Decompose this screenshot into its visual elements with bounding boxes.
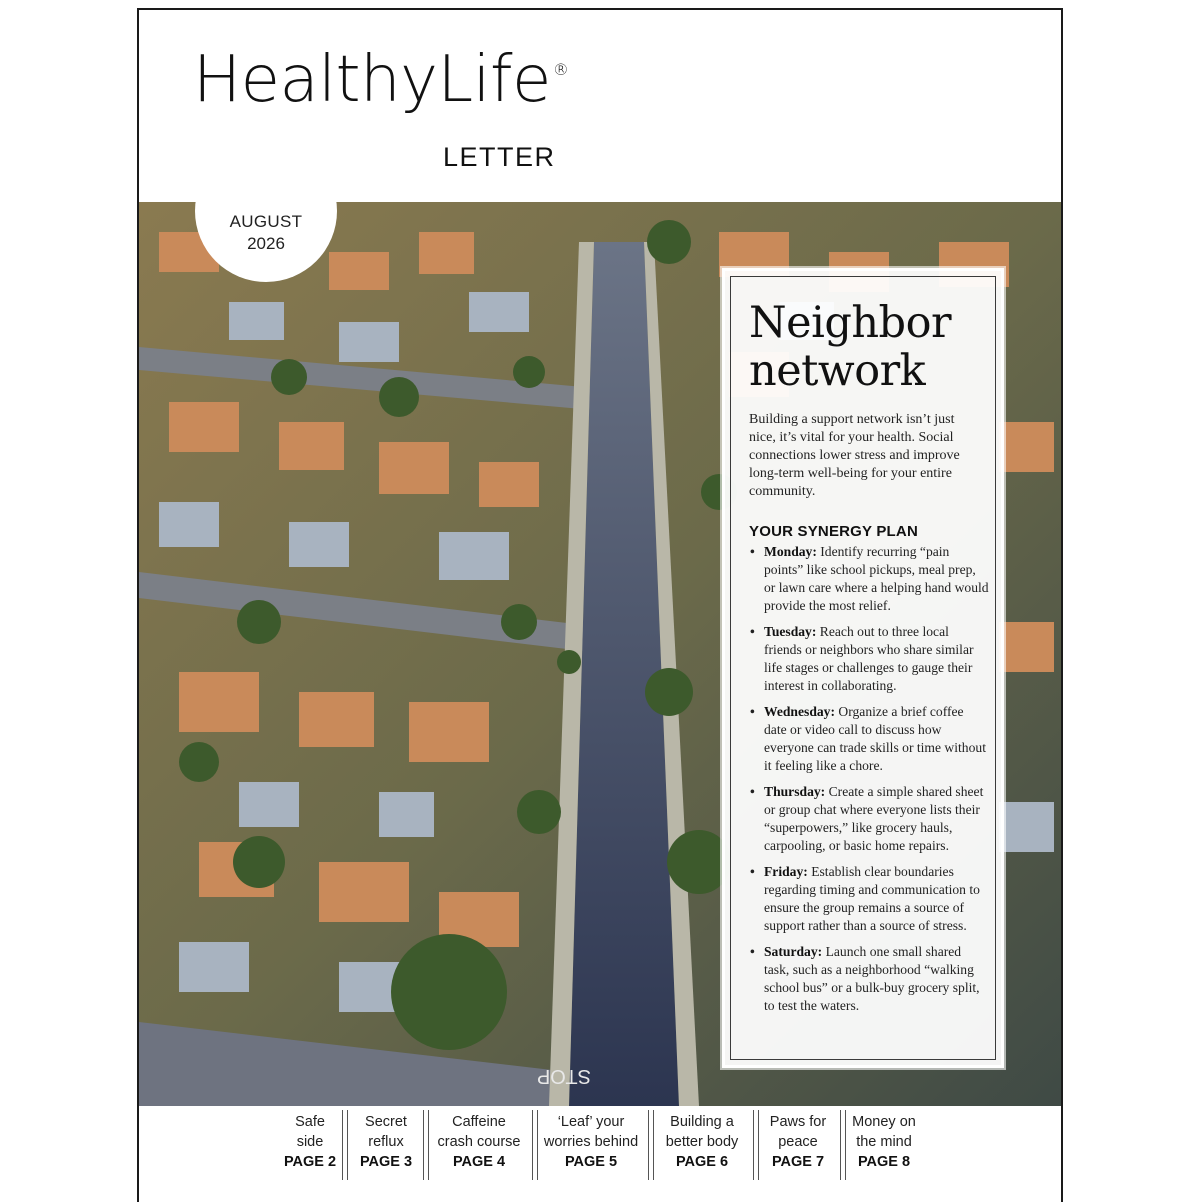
toc-line-1: Secret (365, 1114, 407, 1130)
brand-name: HealthyLife (193, 43, 551, 117)
plan-item-tuesday (749, 623, 989, 695)
issue-month: AUGUST (229, 212, 303, 231)
toc-page-number: PAGE 4 (452, 1154, 506, 1170)
plan-item-monday (749, 543, 989, 615)
brand-logo (193, 43, 569, 117)
toc-line-1: Caffeine (452, 1114, 506, 1130)
toc-page-number: PAGE 8 (857, 1154, 911, 1170)
toc-line-2: side (296, 1134, 324, 1150)
plan-text: Launch one small shared task, such as a neighborhood “walking school bus” or a bulk-buy grocery split, to test the waters. (764, 944, 980, 1013)
plan-text: Create a simple shared sheet or group chat where everyone lists their “superpowers,” like grocery hauls, carpooling, or basic home repairs. (764, 784, 984, 853)
toc-item-page-3[interactable] (353, 1112, 419, 1172)
plan-heading: YOUR SYNERGY PLAN (749, 523, 918, 540)
toc-line-1: Paws for (769, 1114, 827, 1130)
plan-text: Reach out to three local friends or neighbors who share similar life stages or challenges to gauge their interest in collaborating. (764, 624, 974, 693)
toc-item-page-2[interactable] (279, 1112, 341, 1172)
article-headline (749, 299, 999, 395)
road-marking-text: STOP (536, 1065, 591, 1087)
toc-item-page-8[interactable] (847, 1112, 921, 1172)
plan-text: Organize a brief coffee date or video call to discuss how everyone can trade skills or time without it feeling like a chore. (764, 704, 986, 773)
toc-line-2: worries behind (543, 1134, 639, 1150)
article-intro: Building a support network isn’t just nice, it’s vital for your health. Social connections lower stress and improve long-term well-being for your entire community. (749, 412, 960, 499)
toc-divider (423, 1110, 429, 1180)
toc-divider (342, 1110, 348, 1180)
toc-page-number: PAGE 6 (675, 1154, 729, 1170)
plan-text: Establish clear boundaries regarding timing and communication to ensure the group remains a source of support rather than a source of stress. (764, 864, 980, 933)
plan-day: Tuesday: (764, 624, 817, 639)
issue-year: 2026 (247, 234, 285, 253)
toc-line-1: Building a (670, 1114, 734, 1130)
toc-line-1: Money on (852, 1114, 916, 1130)
toc-line-2: reflux (368, 1134, 404, 1150)
toc-line-1: Safe (295, 1114, 325, 1130)
plan-item-wednesday (749, 703, 989, 775)
table-of-contents (139, 1106, 1061, 1202)
plan-item-friday (749, 863, 989, 935)
registered-mark: ® (552, 60, 569, 79)
toc-page-number: PAGE 5 (564, 1154, 618, 1170)
toc-line-2: the mind (856, 1134, 912, 1150)
plan-item-saturday (749, 943, 989, 1015)
synergy-plan-list (749, 543, 989, 1023)
plan-text: Identify recurring “pain points” like school pickups, meal prep, or lawn care where a helping hand would provide the most relief. (764, 544, 989, 613)
article-frame (730, 276, 996, 1060)
feature-article-card (722, 268, 1004, 1068)
toc-line-2: crash course (437, 1134, 521, 1150)
toc-item-page-5[interactable] (538, 1112, 644, 1172)
brand-subtitle: LETTER (443, 142, 556, 172)
toc-divider (753, 1110, 759, 1180)
toc-divider (648, 1110, 654, 1180)
toc-item-page-7[interactable] (761, 1112, 835, 1172)
toc-page-number: PAGE 2 (283, 1154, 337, 1170)
toc-item-page-4[interactable] (431, 1112, 527, 1172)
issue-date-badge (195, 140, 337, 282)
toc-divider (840, 1110, 846, 1180)
plan-day: Friday: (764, 864, 808, 879)
toc-line-2: better body (665, 1134, 739, 1150)
plan-item-thursday (749, 783, 989, 855)
toc-page-number: PAGE 3 (359, 1154, 413, 1170)
toc-item-page-6[interactable] (655, 1112, 749, 1172)
plan-day: Monday: (764, 544, 817, 559)
plan-day: Saturday: (764, 944, 823, 959)
plan-day: Thursday: (764, 784, 826, 799)
plan-day: Wednesday: (764, 704, 836, 719)
toc-page-number: PAGE 7 (771, 1154, 825, 1170)
toc-line-1: ‘Leaf’ your (557, 1114, 625, 1130)
newsletter-cover (137, 8, 1063, 1202)
headline-line-2: network (749, 346, 926, 396)
toc-line-2: peace (778, 1134, 818, 1150)
headline-line-1: Neighbor (749, 298, 952, 348)
